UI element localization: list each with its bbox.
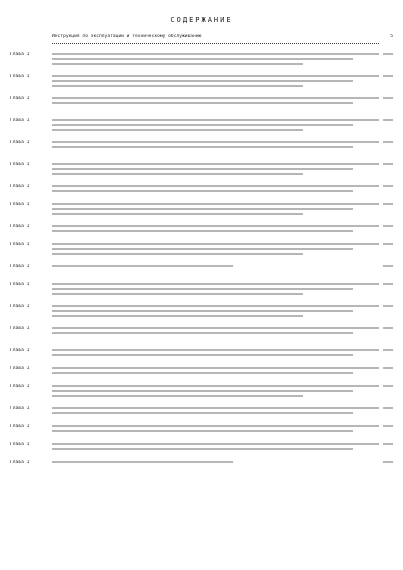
chapter-label: Глава 1 xyxy=(10,384,30,389)
text-line xyxy=(52,372,353,374)
page-number-placeholder xyxy=(383,305,393,307)
page-number-placeholder xyxy=(383,203,393,205)
chapter-label: Глава 1 xyxy=(10,184,30,189)
text-line xyxy=(52,63,303,65)
list-item[interactable] xyxy=(10,442,393,460)
text-line xyxy=(52,119,379,121)
list-item[interactable] xyxy=(10,326,393,348)
page-number-placeholder xyxy=(383,119,393,121)
page-number-placeholder xyxy=(383,225,393,227)
text-line xyxy=(52,315,303,317)
text-line xyxy=(52,163,379,165)
text-line xyxy=(52,102,353,104)
chapter-label: Глава 1 xyxy=(10,52,30,57)
text-line xyxy=(52,85,303,87)
chapter-label: Глава 1 xyxy=(10,118,30,123)
page-number-placeholder xyxy=(383,327,393,329)
chapter-label: Глава 1 xyxy=(10,460,30,465)
page-number-placeholder xyxy=(383,265,393,267)
list-item[interactable] xyxy=(10,34,393,52)
page-number-placeholder xyxy=(383,163,393,165)
text-line xyxy=(52,349,379,351)
text-line xyxy=(52,327,379,329)
page-title: СОДЕРЖАНИЕ xyxy=(170,16,233,24)
page-number-placeholder xyxy=(383,141,393,143)
text-line xyxy=(52,461,233,463)
list-item[interactable] xyxy=(10,406,393,424)
list-item[interactable] xyxy=(10,384,393,406)
list-item[interactable] xyxy=(10,184,393,202)
chapter-label: Глава 1 xyxy=(10,202,30,207)
text-line xyxy=(52,412,353,414)
text-line xyxy=(52,430,353,432)
list-item[interactable] xyxy=(10,224,393,242)
text-line xyxy=(52,230,353,232)
chapter-label: Глава 1 xyxy=(10,326,30,331)
text-line xyxy=(52,58,353,60)
list-item[interactable] xyxy=(10,74,393,96)
text-line xyxy=(52,395,303,397)
text-line xyxy=(52,97,379,99)
text-line xyxy=(52,190,353,192)
text-line xyxy=(52,448,353,450)
chapter-label: Глава 1 xyxy=(10,162,30,167)
text-line xyxy=(52,248,353,250)
text-line xyxy=(52,203,379,205)
chapter-label: Глава 1 xyxy=(10,348,30,353)
chapter-label: Глава 1 xyxy=(10,304,30,309)
page-number-placeholder xyxy=(383,407,393,409)
text-line xyxy=(52,443,379,445)
text-line xyxy=(52,283,379,285)
page-number-placeholder xyxy=(383,367,393,369)
text-line xyxy=(52,168,353,170)
text-line xyxy=(52,225,379,227)
chapter-label: Глава 1 xyxy=(10,242,30,247)
list-item[interactable] xyxy=(10,118,393,140)
chapter-label: Глава 1 xyxy=(10,424,30,429)
text-line xyxy=(52,213,303,215)
chapter-label: Глава 1 xyxy=(10,366,30,371)
text-line xyxy=(52,80,353,82)
dot-leader xyxy=(52,40,379,44)
chapter-label: Глава 1 xyxy=(10,224,30,229)
text-line xyxy=(52,173,303,175)
list-item[interactable] xyxy=(10,366,393,384)
page-number-placeholder xyxy=(383,243,393,245)
text-line xyxy=(52,425,379,427)
text-line xyxy=(52,407,379,409)
list-item[interactable] xyxy=(10,96,393,118)
chapter-label: Глава 1 xyxy=(10,442,30,447)
text-line xyxy=(52,390,353,392)
page-number-placeholder xyxy=(383,75,393,77)
list-item[interactable] xyxy=(10,202,393,224)
list-item[interactable] xyxy=(10,460,393,478)
text-line xyxy=(52,305,379,307)
text-line xyxy=(52,185,379,187)
page-number-placeholder xyxy=(383,425,393,427)
page-number-placeholder xyxy=(383,443,393,445)
text-line xyxy=(52,367,379,369)
chapter-label: Глава 1 xyxy=(10,406,30,411)
text-line xyxy=(52,124,353,126)
page-number-placeholder xyxy=(383,283,393,285)
entry-title: Инструкция по эксплуатации и техническому обслуживанию xyxy=(52,34,202,39)
text-line xyxy=(52,310,353,312)
text-line xyxy=(52,332,353,334)
list-item[interactable] xyxy=(10,162,393,184)
text-line xyxy=(52,146,353,148)
chapter-label: Глава 1 xyxy=(10,74,30,79)
text-line xyxy=(52,293,303,295)
page-number-placeholder xyxy=(383,349,393,351)
chapter-label: Глава 1 xyxy=(10,140,30,145)
page-number-placeholder xyxy=(383,461,393,463)
table-of-contents xyxy=(10,34,393,478)
text-line xyxy=(52,385,379,387)
page-number-placeholder xyxy=(383,53,393,55)
text-line xyxy=(52,53,379,55)
text-line xyxy=(52,288,353,290)
list-item[interactable] xyxy=(10,242,393,264)
chapter-label: Глава 1 xyxy=(10,96,30,101)
text-line xyxy=(52,75,379,77)
text-line xyxy=(52,265,233,267)
list-item[interactable] xyxy=(10,52,393,74)
text-line xyxy=(52,354,353,356)
chapter-label: Глава 1 xyxy=(10,264,30,269)
list-item[interactable] xyxy=(10,264,393,282)
list-item[interactable] xyxy=(10,140,393,162)
list-item[interactable] xyxy=(10,304,393,326)
list-item[interactable] xyxy=(10,424,393,442)
text-line xyxy=(52,129,303,131)
page-number: 5 xyxy=(390,34,393,39)
text-line xyxy=(52,208,353,210)
text-line xyxy=(52,141,379,143)
page-number-placeholder xyxy=(383,185,393,187)
list-item[interactable] xyxy=(10,348,393,366)
chapter-label: Глава 1 xyxy=(10,282,30,287)
entry-body xyxy=(52,34,379,44)
text-line xyxy=(52,253,303,255)
text-line xyxy=(52,243,379,245)
page-number-placeholder xyxy=(383,97,393,99)
page-number-placeholder xyxy=(383,385,393,387)
list-item[interactable] xyxy=(10,282,393,304)
